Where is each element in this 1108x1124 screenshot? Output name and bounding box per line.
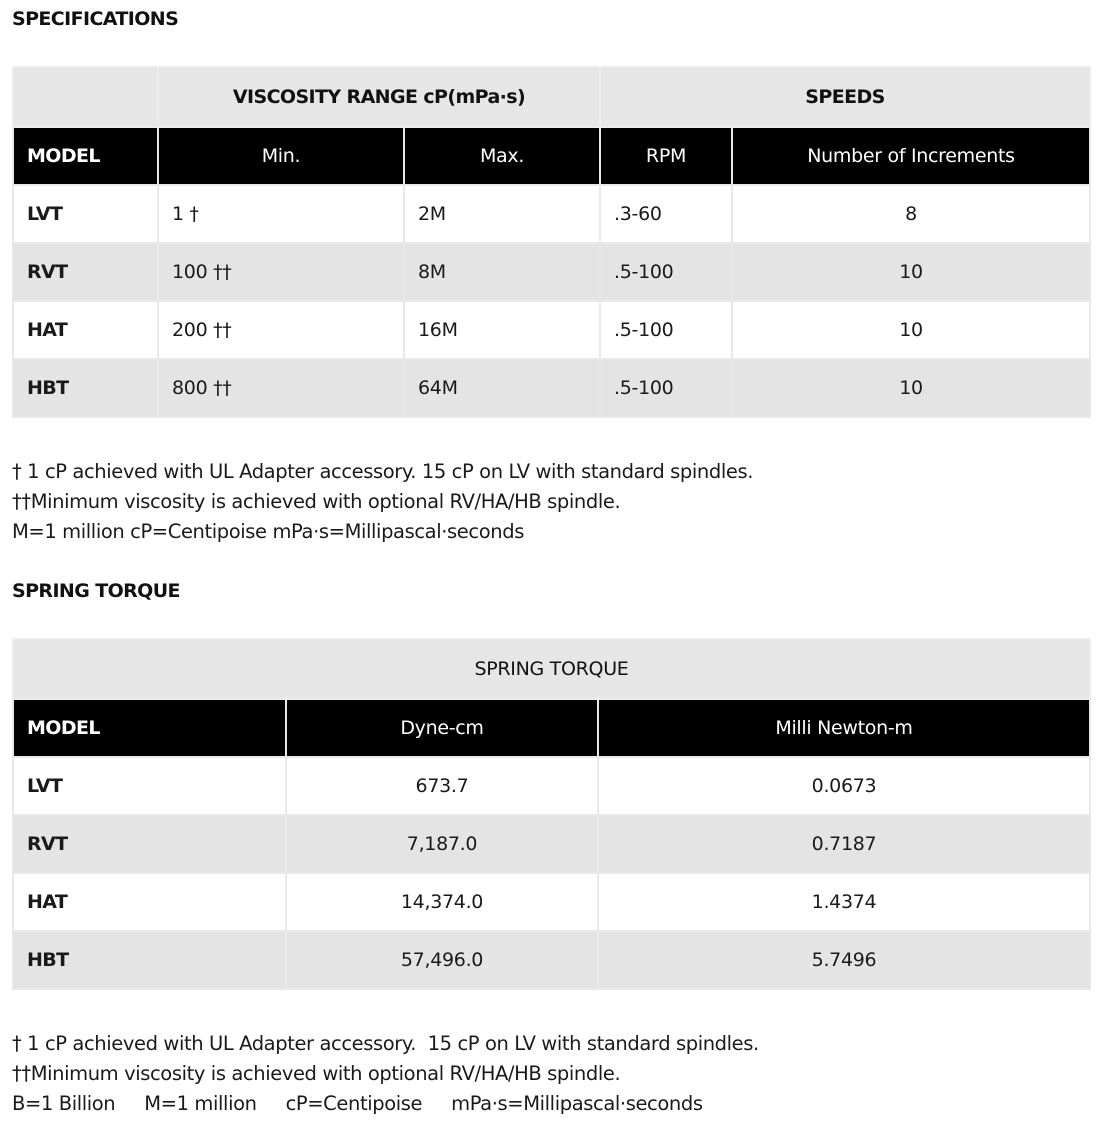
cell-min: 200 †† <box>158 301 404 359</box>
cell-dyne-cm: 57,496.0 <box>286 931 598 989</box>
column-header-model: MODEL <box>13 699 286 757</box>
cell-milli-newton-m: 0.7187 <box>598 815 1090 873</box>
table-row <box>13 815 1090 873</box>
column-header-min: Min. <box>158 127 404 185</box>
note-line: ††Minimum viscosity is achieved with optional RV/HA/HB spindle. <box>12 490 621 513</box>
column-header-model: MODEL <box>13 127 158 185</box>
spring-torque-table <box>12 638 1091 990</box>
table-row <box>13 243 1090 301</box>
column-header-milli-newton-m: Milli Newton-m <box>598 699 1090 757</box>
column-header-row <box>13 699 1090 757</box>
viscosity-range-header: VISCOSITY RANGE cP(mPa·s) <box>158 67 600 127</box>
cell-rpm: .5-100 <box>600 301 732 359</box>
cell-rpm: .3-60 <box>600 185 732 243</box>
cell-model: HAT <box>13 873 286 931</box>
cell-min: 800 †† <box>158 359 404 417</box>
column-header-row <box>13 127 1090 185</box>
table-row <box>13 757 1090 815</box>
cell-increments: 10 <box>732 243 1090 301</box>
note-line: B=1 Billion M=1 million cP=Centipoise mPa·s=Millipascal·seconds <box>12 1092 703 1115</box>
cell-model: RVT <box>13 815 286 873</box>
group-header-row <box>13 67 1090 127</box>
column-header-max: Max. <box>404 127 600 185</box>
table-row <box>13 359 1090 417</box>
speeds-header: SPEEDS <box>600 67 1090 127</box>
cell-model: RVT <box>13 243 158 301</box>
spring-torque-notes <box>12 1029 759 1119</box>
cell-model: LVT <box>13 757 286 815</box>
cell-model: LVT <box>13 185 158 243</box>
cell-dyne-cm: 7,187.0 <box>286 815 598 873</box>
cell-increments: 8 <box>732 185 1090 243</box>
cell-milli-newton-m: 0.0673 <box>598 757 1090 815</box>
cell-min: 1 † <box>158 185 404 243</box>
column-header-dyne-cm: Dyne-cm <box>286 699 598 757</box>
cell-dyne-cm: 14,374.0 <box>286 873 598 931</box>
note-line: † 1 cP achieved with UL Adapter accessory. 15 cP on LV with standard spindles. <box>12 1032 759 1055</box>
cell-rpm: .5-100 <box>600 243 732 301</box>
specifications-title: SPECIFICATIONS <box>12 8 179 30</box>
note-line: † 1 cP achieved with UL Adapter accessory. 15 cP on LV with standard spindles. <box>12 460 754 483</box>
table-row <box>13 931 1090 989</box>
cell-model: HBT <box>13 359 158 417</box>
cell-max: 16M <box>404 301 600 359</box>
table-row <box>13 301 1090 359</box>
column-header-increments: Number of Increments <box>732 127 1090 185</box>
cell-max: 2M <box>404 185 600 243</box>
note-line: M=1 million cP=Centipoise mPa·s=Millipascal·seconds <box>12 520 524 543</box>
cell-max: 8M <box>404 243 600 301</box>
cell-model: HAT <box>13 301 158 359</box>
column-header-rpm: RPM <box>600 127 732 185</box>
note-line: ††Minimum viscosity is achieved with optional RV/HA/HB spindle. <box>12 1062 621 1085</box>
group-header-row <box>13 639 1090 699</box>
cell-increments: 10 <box>732 359 1090 417</box>
cell-rpm: .5-100 <box>600 359 732 417</box>
group-header-blank <box>13 67 158 127</box>
table-row <box>13 873 1090 931</box>
specifications-notes <box>12 457 753 547</box>
cell-dyne-cm: 673.7 <box>286 757 598 815</box>
cell-increments: 10 <box>732 301 1090 359</box>
cell-milli-newton-m: 1.4374 <box>598 873 1090 931</box>
cell-max: 64M <box>404 359 600 417</box>
table-row <box>13 185 1090 243</box>
spring-torque-group-header: SPRING TORQUE <box>13 639 1090 699</box>
cell-model: HBT <box>13 931 286 989</box>
cell-min: 100 †† <box>158 243 404 301</box>
spring-torque-title: SPRING TORQUE <box>12 580 180 602</box>
specifications-table <box>12 66 1091 418</box>
cell-milli-newton-m: 5.7496 <box>598 931 1090 989</box>
